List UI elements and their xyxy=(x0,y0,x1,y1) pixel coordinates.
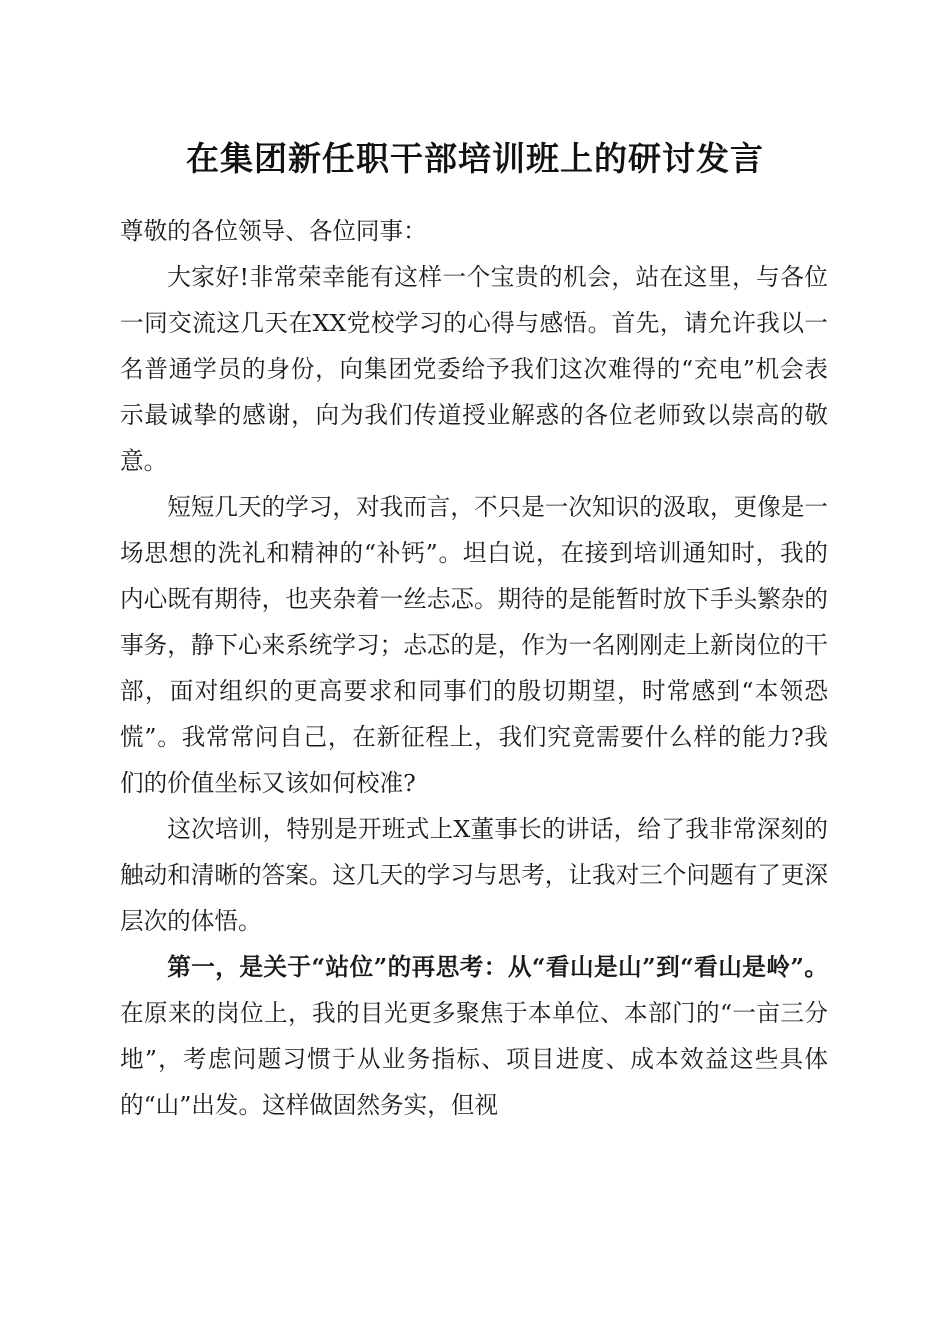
document-title: 在集团新任职干部培训班上的研讨发言 xyxy=(186,139,764,178)
paragraph-section-one xyxy=(120,944,828,1128)
document-body xyxy=(120,208,828,1128)
section-one-heading: 第一，是关于“站位”的再思考：从“看山是山”到“看山是岭”。 xyxy=(167,953,828,981)
paragraph-opening: 大家好!非常荣幸能有这样一个宝贵的机会，站在这里，与各位一同交流这几天在XX党校学习的心得与感悟。首先，请允许我以一名普通学员的身份，向集团党委给予我们这次难得的“充电”机会表示最诚挚的感谢，向为我们传道授业解惑的各位老师致以崇高的敬意。 xyxy=(120,263,828,475)
salutation: 尊敬的各位领导、各位同事： xyxy=(120,217,427,245)
paragraph-training: 这次培训，特别是开班式上X董事长的讲话，给了我非常深刻的触动和清晰的答案。这几天的学习与思考，让我对三个问题有了更深层次的体悟。 xyxy=(120,815,828,935)
section-one-text: 在原来的岗位上，我的目光更多聚焦于本单位、本部门的“一亩三分地”，考虑问题习惯于从业务指标、项目进度、成本效益这些具体的“山”出发。这样做固然务实，但视 xyxy=(120,999,828,1119)
paragraph-reflection: 短短几天的学习，对我而言，不只是一次知识的汲取，更像是一场思想的洗礼和精神的“补钙”。坦白说，在接到培训通知时，我的内心既有期待，也夹杂着一丝忐忑。期待的是能暂时放下手头繁杂的事务，静下心来系统学习；忐忑的是，作为一名刚刚走上新岗位的干部，面对组织的更高要求和同事们的殷切期望，时常感到“本领恐慌”。我常常问自己，在新征程上，我们究竟需要什么样的能力?我们的价值坐标又该如何校准? xyxy=(120,493,828,797)
